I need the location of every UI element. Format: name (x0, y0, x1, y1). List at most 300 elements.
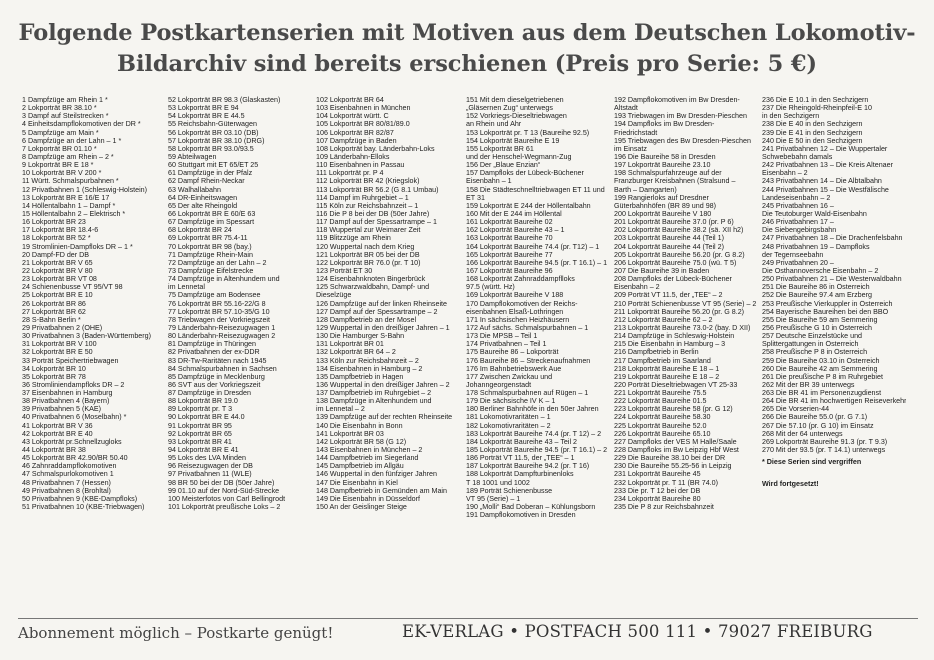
series-column-4 (466, 96, 607, 519)
series-entry: 25 Lokporträt BR E 10 (22, 291, 93, 300)
series-entry: 16 Lokporträt BR 23 (22, 218, 86, 227)
series-entry: 76 Lokporträt BR 55.16-22/G 8 (168, 299, 266, 308)
series-entry: 74 Dampfzüge in Altenhundem und (168, 275, 280, 284)
series-entry: 32 Lokporträt BR E 50 (22, 348, 93, 357)
series-entry: 187 Lokporträt Baureihe 94.2 (pr. T 16) (466, 462, 590, 471)
series-entry: 251 Die Baureihe 86 in Österreich (762, 283, 870, 292)
series-entry: 171 In sächsischen Heizhäusern (466, 315, 570, 324)
series-entry: 192 Dampflokomotiven im Bw Dresden- (614, 96, 740, 104)
series-entry: 6 Dampfzüge an der Lahn – 1 * (22, 136, 122, 145)
series-entry: 107 Dampfzüge in Baden (316, 136, 397, 145)
series-entry: 13 Lokporträt BR E 16/E 17 (22, 193, 110, 202)
series-entry: 20 Dampf-FD der DB (22, 250, 90, 259)
series-entry: 30 Privatbahnen 3 (Baden-Württemberg) (22, 332, 151, 341)
series-entry: 201 Lokporträt Baureihe 37.0 (pr. P 6) (614, 218, 734, 227)
series-entry: 141 Lokporträt BR 03 (316, 429, 384, 438)
series-entry: 245 Privatbahnen 16 – (762, 201, 834, 210)
series-entry: 68 Lokporträt BR 24 (168, 226, 232, 235)
series-entry: 95 Loks des LVA Minden (168, 454, 246, 463)
series-entry: 179 Die sächsische IV K – 1 (466, 397, 556, 406)
series-entry: 233 Die pr. T 12 bei der DB (614, 486, 701, 495)
series-entry: 99 01.10 auf der Nord-Süd-Strecke (168, 486, 280, 495)
series-entry: 240 Die E 50 in den Sechzigern (762, 136, 863, 145)
series-entry: 109 Länderbahn-Elloks (316, 152, 390, 161)
series-entry: 54 Lokporträt BR E 44.5 (168, 112, 245, 121)
series-entry: 33 Porträt Speichertriebwagen (22, 356, 119, 365)
series-entry: 41 Lokporträt BR V 36 (22, 421, 93, 430)
series-entry: 102 Lokporträt BR 64 (316, 96, 384, 104)
series-entry: 246 Privatbahnen 17 – (762, 218, 834, 227)
series-entry: Schwebebahn damals (762, 152, 833, 161)
series-entry: 151 Mit dem dieselgetriebenen (466, 96, 564, 104)
series-entry: 10 Lokporträt BR V 200 * (22, 169, 102, 178)
series-entry: 70 Lokporträt BR 98 (bay.) (168, 242, 252, 251)
series-entry: 259 Die Baureihe 03.10 in Österreich (762, 356, 880, 365)
series-column-5 (614, 96, 756, 511)
series-entry: 57 Lokporträt BR 38.10 (DRG) (168, 136, 265, 145)
series-entry: 79 Länderbahn-Reisezugwagen 1 (168, 323, 276, 332)
series-entry: 262 Mit der BR 39 unterwegs (762, 380, 855, 389)
series-entry: 209 Porträt VT 11.5, der „TEE“ – 2 (614, 291, 723, 300)
series-entry: 72 Dampfzüge an der Lahn – 2 (168, 258, 267, 267)
series-entry: 228 Dampfloks im Bw Leipzig Hbf West (614, 446, 739, 455)
series-entry: 48 Privatbahnen 7 (Hessen) (22, 478, 111, 487)
series-entry: 35 Lokporträt BR 78 (22, 372, 86, 381)
series-entry: 166 Lokporträt Baureihe 94.5 (pr. T 16.1) – 1 (466, 258, 608, 267)
series-entry: ET 31 (466, 193, 485, 202)
series-entry: 73 Dampfzüge Eifelstrecke (168, 266, 254, 275)
series-entry: 213 Lokporträt Baureihe 73.0-2 (bay. D XII) (614, 323, 751, 332)
series-entry: 230 Die Baureihe 55.25-56 in Leipzig (614, 462, 732, 471)
series-entry: 116 Die P 8 bei der DB (50er Jahre) (316, 209, 430, 218)
series-entry: 214 Dampfzüge in Schleswig-Holstein (614, 332, 735, 341)
series-entry: 174 Privatbahnen – Teil 1 (466, 340, 547, 349)
series-entry: 2 Lokporträt BR 38.10 * (22, 104, 97, 113)
series-entry: 39 Privatbahnen 5 (KAE) (22, 405, 101, 414)
series-entry: Eisenbahn – 2 (762, 169, 808, 178)
series-entry: 128 Dampfbetrieb an der Mosel (316, 315, 417, 324)
series-entry: 42 Lokporträt BR E 40 (22, 429, 93, 438)
series-entry: 138 Dampfzüge in Altenhundem und (316, 397, 432, 406)
series-entry: 142 Lokporträt BR 58 (G 12) (316, 437, 407, 446)
series-entry: 196 Die Baureihe 58 in Dresden (614, 152, 716, 161)
series-entry: 197 Lokporträt Baureihe 23.10 (614, 161, 711, 170)
series-entry: 134 Eisenbahnen in Hamburg – 2 (316, 364, 423, 373)
series-entry: 226 Lokporträt Baureihe 65.10 (614, 429, 711, 438)
series-entry: 225 Lokporträt Baureihe 52.0 (614, 421, 707, 430)
series-entry: 97.5 (württ. Hz) (466, 283, 515, 292)
series-entry: 210 Porträt Schienenbusse VT 95 (Serie) – 2 (614, 299, 757, 308)
series-entry: 118 Wuppertal zur Weimarer Zeit (316, 226, 421, 235)
series-entry: Die Siebengebirgsbahn (762, 226, 837, 235)
series-entry: 29 Privatbahnen 2 (OHE) (22, 323, 103, 332)
series-entry: 114 Dampf im Ruhrgebiet – 1 (316, 193, 409, 202)
series-entry: 267 Die 57.10 (pr. G 10) im Einsatz (762, 421, 874, 430)
series-entry: 163 Lokporträt Baureihe 70 (466, 234, 553, 243)
series-entry: 136 Wuppertal in den dreißiger Jahren – 2 (316, 380, 450, 389)
series-entry: 26 Lokporträt BR 86 (22, 299, 86, 308)
series-entry: 157 Dampfloks der Lübeck-Büchener (466, 169, 584, 178)
series-entry: 263 Die BR 41 im Personenzugdienst (762, 389, 882, 398)
series-entry: 91 Lokporträt BR 95 (168, 421, 232, 430)
publisher-address: EK-VERLAG • POSTFACH 500 111 • 79027 FREIBURG (402, 622, 873, 641)
series-entry: Landeseisenbahn – 2 (762, 193, 831, 202)
series-entry: 152 Vorkriegs-Dieseltriebwagen (466, 112, 567, 121)
series-entry: 181 Lokomotivraritäten – 1 (466, 413, 551, 422)
series-entry: 139 Dampfzüge auf der rechten Rheinseite (316, 413, 453, 422)
series-entry: 87 Dampfzüge in Dresden (168, 389, 251, 398)
series-entry: 69 Lokporträt BR 75.4-11 (168, 234, 248, 243)
series-entry: 126 Dampfzüge auf der linken Rheinseite (316, 299, 447, 308)
series-entry: 207 Die Baureihe 39 in Baden (614, 266, 710, 275)
series-entry: 177 Zwischen Zwickau und (466, 372, 553, 381)
series-entry: 229 Die Baureihe 38.10 bei der DR (614, 454, 726, 463)
series-entry: an Rhein und Ahr (466, 120, 522, 129)
series-entry: 3 Dampf auf Steilstrecken * (22, 112, 109, 121)
out-of-print-note: * Diese Serien sind vergriffen (762, 458, 862, 467)
series-entry: 250 Privatbahnen 21 – Die Westerwaldbahn (762, 275, 902, 284)
series-entry: Splittergattungen in Österreich (762, 340, 859, 349)
series-entry: 129 Wuppertal in den dreißiger Jahren – 1 (316, 323, 450, 332)
series-entry: 103 Eisenbahnen in München (316, 104, 411, 113)
title-line-2: Bildarchiv sind bereits erschienen (Preis pro Serie: 5 €) (117, 51, 817, 77)
series-entry: 60 Stuttgart mit ET 65/ET 25 (168, 161, 259, 170)
series-entry: im Lennetal (168, 283, 205, 292)
series-entry: 216 Dampfbetrieb in Berlin (614, 348, 699, 357)
series-entry: 34 Lokporträt BR 10 (22, 364, 86, 373)
series-entry: 184 Lokporträt Baureihe 43 – Teil 2 (466, 437, 578, 446)
series-entry: 257 Deutsche Einzelstücke und (762, 332, 863, 341)
series-entry: 45 Lokporträt BR 42.90/BR 50.40 (22, 454, 128, 463)
series-entry: 164 Lokporträt Baureihe 74.4 (pr. T12) – 1 (466, 242, 600, 251)
series-entry: 11 Württ. Schmalspurbahnen * (22, 177, 119, 186)
series-entry: 112 Lokporträt BR 42 (Kriegslok) (316, 177, 420, 186)
series-entry: Eisenbahn – 1 (466, 177, 512, 186)
series-entry: 180 Berliner Bahnhöfe in den 50er Jahren (466, 405, 599, 414)
series-entry: 117 Dampf auf der Spessartrampe – 1 (316, 218, 437, 227)
series-entry: 193 Triebwagen im Bw Dresden-Pieschen (614, 112, 747, 121)
series-entry: 205 Lokporträt Baureihe 56.20 (pr. G 8.2) (614, 250, 745, 259)
series-entry: 220 Porträt Dieseltriebwagen VT 25-33 (614, 380, 738, 389)
series-entry: 224 Lokporträt Baureihe 58.30 (614, 413, 711, 422)
series-entry: 195 Triebwagen des Bw Dresden-Pieschen (614, 136, 751, 145)
title-line-1: Folgende Postkartenserien mit Motiven aus dem Deutschen Lokomotiv- (18, 20, 916, 46)
series-entry: 125 Schwarzwaldbahn, Dampf- und (316, 283, 430, 292)
series-entry: 98 BR 50 bei der DB (50er Jahre) (168, 478, 275, 487)
series-entry: 249 Privatbahnen 20 – (762, 258, 834, 267)
series-entry: 190 „Molli“ Bad Doberan – Kühlungsborn (466, 503, 596, 512)
series-entry: 28 S-Bahn Berlin * (22, 315, 81, 324)
series-entry: 100 Meisterfotos von Carl Bellingrodt (168, 494, 286, 503)
series-entry: 66 Lokporträt BR E 60/E 63 (168, 209, 256, 218)
series-entry: 165 Lokporträt Baureihe 77 (466, 250, 553, 259)
series-entry: 108 Lokporträt bay. Länderbahn-Loks (316, 144, 435, 153)
series-entry: 176 Im Bahnbetriebswerk Aue (466, 364, 562, 373)
series-entry: 217 Dampfbetrieb im Saarland (614, 356, 711, 365)
series-entry: 7 Lokporträt BR 01.10 * (22, 144, 97, 153)
series-entry: 17 Lokporträt BR 18.4-6 (22, 226, 99, 235)
series-entry: 51 Privatbahnen 10 (KBE-Triebwagen) (22, 503, 145, 512)
series-entry: 115 Köln zur Reichsbahnzeit – 1 (316, 201, 419, 210)
series-entry: 123 Porträt ET 30 (316, 266, 373, 275)
series-entry: 38 Privatbahnen 4 (Bayern) (22, 397, 110, 406)
series-entry: 92 Lokporträt BR 65 (168, 429, 232, 438)
series-entry: 97 Privatbahnen 11 (WLE) (168, 470, 252, 479)
series-entry: 63 Walhallabahn (168, 185, 221, 194)
series-entry: 80 Länderbahn-Reisezugwagen 2 (168, 332, 276, 341)
series-entry: 49 Privatbahnen 8 (Brohltal) (22, 486, 111, 495)
series-entry: 43 Lokporträt pr.Schnellzugloks (22, 437, 122, 446)
series-entry: 113 Lokporträt BR 56.2 (G 8.1 Umbau) (316, 185, 439, 194)
series-entry: 65 Der alte Rheingold (168, 201, 238, 210)
series-entry: 46 Zahnraddampflokomotiven (22, 462, 117, 471)
series-entry: 223 Lokporträt Baureihe 58 (pr. G 12) (614, 405, 733, 414)
series-entry: 212 Lokporträt Baureihe 62 – 2 (614, 315, 713, 324)
series-entry: 12 Privatbahnen 1 (Schleswig-Holstein) (22, 185, 148, 194)
series-entry: 83 DR-Tw-Raritäten nach 1945 (168, 356, 267, 365)
series-entry: 242 Privatbahnen 13 – Die Kreis Altenaer (762, 161, 893, 170)
series-entry: 31 Lokporträt BR V 100 (22, 340, 97, 349)
series-entry: 14 Höllentalbahn 1 – Dampf * (22, 201, 116, 210)
series-entry: 61 Dampfzüge in der Pfalz (168, 169, 253, 178)
series-entry: 59 Abteilwagen (168, 152, 217, 161)
series-entry: Eisenbahn – 2 (614, 283, 660, 292)
series-entry: 62 Dampf Rhein-Neckar (168, 177, 245, 186)
series-entry: 94 Lokporträt BR E 41 (168, 446, 239, 455)
series-entry: 211 Lokporträt Baureihe 56.20 (pr. G 8.2) (614, 307, 745, 316)
series-entry: 55 Reichsbahn-Güterwagen (168, 120, 257, 129)
series-entry: 215 Die Eisenbahn in Hamburg – 3 (614, 340, 726, 349)
series-entry: Dieselzüge (316, 291, 352, 300)
series-entry: 248 Privatbahnen 19 – Dampfloks (762, 242, 870, 251)
series-entry: T 18 1001 und 1002 (466, 478, 530, 487)
series-entry: 37 Eisenbahnen in Hamburg (22, 389, 113, 398)
series-entry: 237 Die Rheingold-Rheinpfeil-E 10 (762, 104, 872, 113)
series-entry: 101 Lokporträt preußische Loks – 2 (168, 503, 281, 512)
series-entry: 253 Preußische Vierkuppler in Österreich (762, 299, 893, 308)
series-entry: 258 Preußische P 8 in Österreich (762, 348, 868, 357)
series-entry: 96 Reisezugwagen der DB (168, 462, 253, 471)
series-entry: 135 Dampfbetrieb in Hagen (316, 372, 404, 381)
series-entry: 239 Die E 41 in den Sechzigern (762, 128, 863, 137)
series-entry: 89 Lokporträt pr. T 3 (168, 405, 233, 414)
series-entry: 78 Triebwagen der Vorkriegszeit (168, 315, 271, 324)
series-entry: im Einsatz (614, 144, 647, 153)
series-entry: VT 95 (Serie) – 1 (466, 494, 521, 503)
series-entry: 81 Dampfzüge in Thüringen (168, 340, 256, 349)
footer-divider (18, 618, 918, 619)
series-entry: 160 Mit der E 244 im Höllental (466, 209, 562, 218)
series-entry: 219 Lokporträt Baureihe E 18 – 2 (614, 372, 720, 381)
series-entry: 82 Privatbahnen der ex-DDR (168, 348, 260, 357)
series-entry: 150 An der Geislinger Steige (316, 503, 407, 512)
series-entry: 256 Preußische G 10 in Österreich (762, 323, 872, 332)
series-entry: 244 Privatbahnen 15 – Die Westfälische (762, 185, 889, 194)
series-entry: 234 Lokporträt Baureihe 80 (614, 494, 701, 503)
series-entry: 173 Die MPSB – Teil 1 (466, 332, 538, 341)
series-entry: 202 Lokporträt Baureihe 38.2 (sä. XII h2) (614, 226, 744, 235)
series-entry: 132 Lokporträt BR 64 – 2 (316, 348, 396, 357)
series-entry: 235 Die P 8 zur Reichsbahnzeit (614, 503, 714, 512)
series-entry: 137 Dampfbetrieb im Ruhrgebiet – 2 (316, 389, 432, 398)
series-entry: 1 Dampfzüge am Rhein 1 * (22, 96, 108, 104)
series-entry: 111 Lokporträt pr. P 4 (316, 169, 384, 178)
series-entry: 86 SVT aus der Vorkriegszeit (168, 380, 261, 389)
series-entry: 194 Dampfloks im Bw Dresden- (614, 120, 715, 129)
series-entry: der Tegernseebahn (762, 250, 824, 259)
series-entry: und der Henschel-Wegmann-Zug (466, 152, 572, 161)
series-entry: 106 Lokporträt BR 82/87 (316, 128, 394, 137)
series-entry: 247 Privatbahnen 18 – Die Drachenfelsbahn (762, 234, 903, 243)
series-entry: 170 Dampflokomotiven der Reichs- (466, 299, 578, 308)
series-entry: Barth – Damgarten) (614, 185, 677, 194)
series-entry: 199 Rangierloks auf Dresdner (614, 193, 709, 202)
series-entry: Altstadt (614, 104, 638, 113)
series-entry: 67 Dampfzüge im Spessart (168, 218, 255, 227)
series-entry: 44 Lokporträt BR 38 (22, 446, 86, 455)
series-entry: 64 DR-Einheitswagen (168, 193, 238, 202)
series-entry: 19 Stromlinien-Dampfloks DR – 1 * (22, 242, 133, 251)
series-entry: 121 Lokporträt BR 05 bei der DB (316, 250, 420, 259)
series-entry: 265 Die Vorserien-44 (762, 405, 830, 414)
series-entry: 186 Porträt VT 11.5, der „TEE“ – 1 (466, 454, 575, 463)
series-entry: 204 Lokporträt Baureihe 44 (Teil 2) (614, 242, 724, 251)
series-entry: 85 Dampfzüge in Mecklenburg (168, 372, 265, 381)
series-entry: 56 Lokporträt BR 03.10 (DB) (168, 128, 259, 137)
series-entry: 75 Dampfzüge am Bodensee (168, 291, 261, 300)
series-entry: 131 Lokporträt BR 01 (316, 340, 384, 349)
series-entry: 130 Die Hamburger S-Bahn (316, 332, 405, 341)
series-entry: 21 Lokporträt BR V 65 (22, 258, 93, 267)
series-entry: 221 Lokporträt Baureihe 75.5 (614, 389, 707, 398)
series-entry: 182 Lokomotivraritäten – 2 (466, 421, 551, 430)
series-entry: 93 Lokporträt BR 41 (168, 437, 232, 446)
series-entry: 105 Lokporträt BR 80/81/89.0 (316, 120, 410, 129)
series-entry: 156 Der „Blaue Enzian“ (466, 161, 541, 170)
series-entry: 27 Lokporträt BR 62 (22, 307, 86, 316)
series-entry: 238 Die E 40 in den Sechzigern (762, 120, 863, 129)
series-entry: 200 Lokporträt Baureihe V 180 (614, 209, 712, 218)
series-entry: 104 Lokporträt württ. C (316, 112, 389, 121)
series-entry: 178 Schmalspurbahnen auf Rügen – 1 (466, 389, 589, 398)
series-entry: Friedrichstadt (614, 128, 658, 137)
series-entry: 9 Lokporträt BR E 18 * (22, 161, 94, 170)
page-title (0, 18, 934, 80)
series-entry: 252 Die Baureihe 97.4 am Erzberg (762, 291, 872, 300)
series-entry: 4 Einheitsdampflokomotiven der DR * (22, 120, 141, 129)
series-entry: 153 Lokporträt pr. T 13 (Baureihe 92.5) (466, 128, 590, 137)
series-entry: 203 Lokporträt Baureihe 44 (Teil 1) (614, 234, 724, 243)
series-entry: 266 Die Baureihe 55.0 (pr. G 7.1) (762, 413, 868, 422)
series-entry: 52 Lokporträt BR 98.3 (Glaskasten) (168, 96, 281, 104)
series-entry: 159 Lokporträt E 244 der Höllentalbahn (466, 201, 591, 210)
series-entry: 90 Lokporträt BR E 44.0 (168, 413, 245, 422)
series-entry: „Gläsernen Zug“ unterwegs (466, 104, 553, 113)
series-entry: 264 Die BR 41 im hochwertigen Reiseverkehr (762, 397, 907, 406)
series-entry: 24 Schienenbusse VT 95/VT 98 (22, 283, 123, 292)
series-entry: 241 Privatbahnen 12 – Die Wuppertaler (762, 144, 888, 153)
continuation-note: Wird fortgesetzt! (762, 480, 819, 489)
series-entry: 53 Lokporträt BR E 94 (168, 104, 239, 113)
series-entry: 162 Lokporträt Baureihe 43 – 1 (466, 226, 565, 235)
series-entry: 169 Lokporträt Baureihe V 188 (466, 291, 564, 300)
series-entry: 176 Baureihe 86 – Streckenaufnahmen (466, 356, 591, 365)
series-entry: 206 Lokporträt Baureihe 75.0 (wü. T 5) (614, 258, 737, 267)
series-entry: 155 Lokporträt BR 61 (466, 144, 534, 153)
series-entry: 268 Mit der 64 unterwegs (762, 429, 843, 438)
series-column-6 (762, 96, 906, 488)
series-entry: 227 Dampfloks der VES M Halle/Saale (614, 437, 737, 446)
series-column-1 (22, 96, 151, 511)
series-entry: Güterbahnhöfen (BR 89 und 98) (614, 201, 717, 210)
series-entry: 120 Wuppertal nach dem Krieg (316, 242, 415, 251)
series-entry: 122 Lokporträt BR 76.0 (pr. T 10) (316, 258, 421, 267)
subscription-note: Abonnement möglich – Postkarte genügt! (18, 624, 334, 642)
series-entry: 22 Lokporträt BR V 80 (22, 266, 93, 275)
series-entry: 145 Dampfbetrieb im Allgäu (316, 462, 404, 471)
series-entry: 36 Stromliniendampfloks DR – 2 (22, 380, 125, 389)
series-entry: 50 Privatbahnen 9 (KBE-Dampfloks) (22, 494, 138, 503)
series-entry: 88 Lokporträt BR 19.0 (168, 397, 238, 406)
series-entry: 185 Lokporträt Baureihe 94.5 (pr. T 16.1) – 2 (466, 446, 608, 455)
series-entry: 189 Porträt Schienenbusse (466, 486, 553, 495)
series-entry: 149 Die Eisenbahn in Düsseldorf (316, 494, 420, 503)
series-entry: 168 Lokporträt Zahnraddampflloks (466, 275, 575, 284)
series-entry: Franzburger Kreisbahnen (Stralsund – (614, 177, 736, 186)
series-entry: 208 Dampfloks der Lübeck-Büchener (614, 275, 732, 284)
series-entry: in den Sechzigern (762, 112, 820, 121)
series-entry: 84 Schmalspurbahnen in Sachsen (168, 364, 277, 373)
series-entry: 231 Lokporträt Baureihe 45 (614, 470, 701, 479)
series-entry: eisenbahnen Elsaß-Lothringen (466, 307, 564, 316)
series-entry: 143 Eisenbahnen in München – 2 (316, 446, 423, 455)
series-entry: 270 Mit der 93.5 (pr. T 14.1) unterwegs (762, 446, 886, 455)
series-entry: Die Teutoburger Wald-Eisenbahn (762, 209, 867, 218)
series-entry: 175 Baureihe 86 – Lokporträt (466, 348, 559, 357)
series-entry: 127 Dampf auf der Spessartrampe – 2 (316, 307, 438, 316)
series-entry: 71 Dampfzüge Rhein-Main (168, 250, 253, 259)
series-entry: 144 Dampfbetrieb im Siegerland (316, 454, 419, 463)
series-entry: 255 Die Baureihe 59 am Semmering (762, 315, 878, 324)
series-entry: 119 Blitzzüge am Rhein (316, 234, 391, 243)
series-entry: Johanngeorgenstadt (466, 380, 532, 389)
series-entry: 147 Die Eisenbahn in Kiel (316, 478, 398, 487)
series-column-3 (316, 96, 452, 511)
series-entry: 261 Die preußische P 8 im Ruhrgebiet (762, 372, 883, 381)
series-entry: 232 Lokporträt pr. T 11 (BR 74.0) (614, 478, 718, 487)
series-entry: 124 Eisenbahnknoten Bingerbrück (316, 275, 426, 284)
series-entry: 15 Höllentalbahn 2 – Elektrisch * (22, 209, 126, 218)
series-entry: 47 Schmalspurlokomotiven 1 (22, 470, 114, 479)
series-entry: 23 Lokporträt BR VT 08 (22, 275, 97, 284)
series-entry: Die Osthannoversche Eisenbahn – 2 (762, 266, 879, 275)
series-entry: 161 Lokporträt Baureihe 02 (466, 218, 553, 227)
series-entry: 110 Eisenbahnen in Passau (316, 161, 405, 170)
series-entry: 191 Dampflokomotiven in Dresden (466, 511, 576, 520)
series-entry: 77 Lokporträt BR 57.10-35/G 10 (168, 307, 270, 316)
series-entry: 140 Die Eisenbahn in Bonn (316, 421, 403, 430)
series-entry: 133 Köln zur Reichsbahnzeit – 2 (316, 356, 419, 365)
series-entry: 148 Dampfbetrieb in Gemünden am Main (316, 486, 447, 495)
series-entry: 8 Dampfzüge am Rhein – 2 * (22, 152, 114, 161)
series-entry: 167 Lokporträt Baureihe 96 (466, 266, 553, 275)
series-entry: 146 Wuppertal in den fünfziger Jahren (316, 470, 437, 479)
series-entry: 243 Privatbahnen 14 – Die Albtalbahn (762, 177, 882, 186)
series-entry: 58 Lokporträt BR 93.0/93.5 (168, 144, 254, 153)
series-entry: 154 Lokporträt Baureihe E 19 (466, 136, 560, 145)
series-entry: 236 Die E 10.1 in den Sechzigern (762, 96, 869, 104)
series-entry: 269 Lokporträt Baureihe 91.3 (pr. T 9.3) (762, 437, 888, 446)
